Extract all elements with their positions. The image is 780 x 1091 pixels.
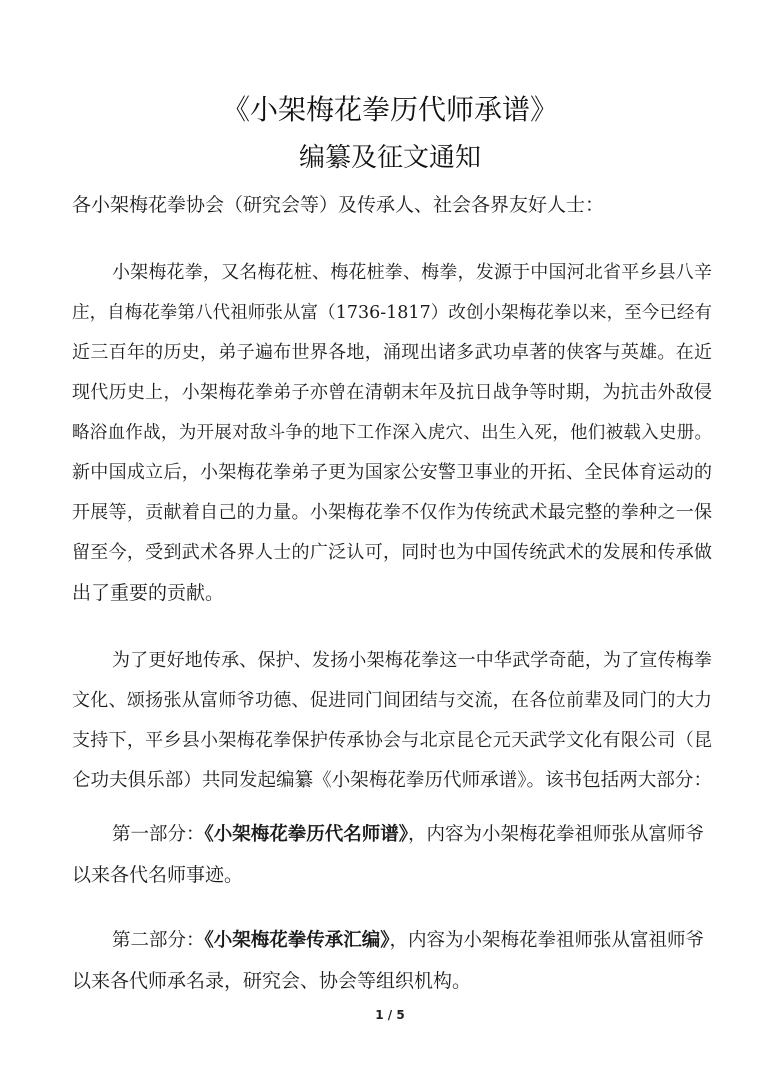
paragraph-line: 略浴血作战，为开展对敌斗争的地下工作深入虎穴、出生入死，他们被载入史册。: [72, 423, 712, 443]
paragraph-line: 新中国成立后，小架梅花拳弟子更为国家公安警卫事业的开拓、全民体育运动的: [72, 462, 712, 483]
paragraph-line: 现代历史上，小架梅花拳弟子亦曾在清朝末年及抗日战争等时期，为抗击外敌侵: [72, 382, 712, 403]
document-subtitle: 编纂及征文通知: [298, 143, 481, 173]
part-two-description: ，内容为小架梅花拳祖师张从富祖师爷: [389, 930, 705, 951]
part-one-prefix: 第一部分：: [112, 824, 205, 845]
paragraph-line: 开展等，贡献着自己的力量。小架梅花拳不仅作为传统武术最完整的拳种之一保: [72, 502, 712, 523]
part-one-line: [112, 822, 712, 848]
paragraph-line: 庄，自梅花拳第八代祖师张从富（1736-1817）改创小架梅花拳以来，至今已经有: [72, 303, 712, 323]
part-two-prefix: 第二部分：: [112, 930, 205, 951]
document-title: 《小架梅花拳历代师承谱》: [221, 93, 558, 126]
page-number: 1 / 5: [375, 1008, 405, 1022]
paragraph-line: 留至今，受到武术各界人士的广泛认可，同时也为中国传统武术的发展和传承做: [72, 542, 712, 563]
part-one-line-2: 以来各代名师事迹。: [72, 864, 244, 886]
paragraph-line: 小架梅花拳，又名梅花桩、梅花桩拳、梅拳，发源于中国河北省平乡县八辛: [112, 262, 712, 283]
paragraph-line: 出了重要的贡献。: [72, 582, 225, 604]
salutation: 各小架梅花拳协会（研究会等）及传承人、社会各界友好人士：: [72, 194, 605, 216]
paragraph-line: 仑功夫俱乐部）共同发起编纂《小架梅花拳历代师承谱》。该书包括两大部分：: [72, 770, 712, 791]
part-one-book-title: 《小架梅花拳历代名师谱》: [204, 824, 409, 845]
paragraph-line: 支持下，平乡县小架梅花拳保护传承协会与北京昆仑元天武学文化有限公司（昆: [72, 730, 712, 751]
paragraph-line: 文化、颂扬张从富师爷功德、促进同门间团结与交流，在各位前辈及同门的大力: [72, 690, 712, 711]
part-two-line: [112, 928, 712, 954]
paragraph-line: 近三百年的历史，弟子遍布世界各地，涌现出诸多武功卓著的侠客与英雄。在近: [72, 342, 712, 363]
paragraph-line: 为了更好地传承、保护、发扬小架梅花拳这一中华武学奇葩，为了宣传梅拳: [112, 650, 712, 671]
part-two-line-2: 以来各代师承名录，研究会、协会等组织机构。: [72, 970, 472, 992]
part-two-book-title: 《小架梅花拳传承汇编》: [204, 930, 390, 951]
part-one-description: ，内容为小架梅花拳祖师张从富师爷: [408, 824, 705, 845]
